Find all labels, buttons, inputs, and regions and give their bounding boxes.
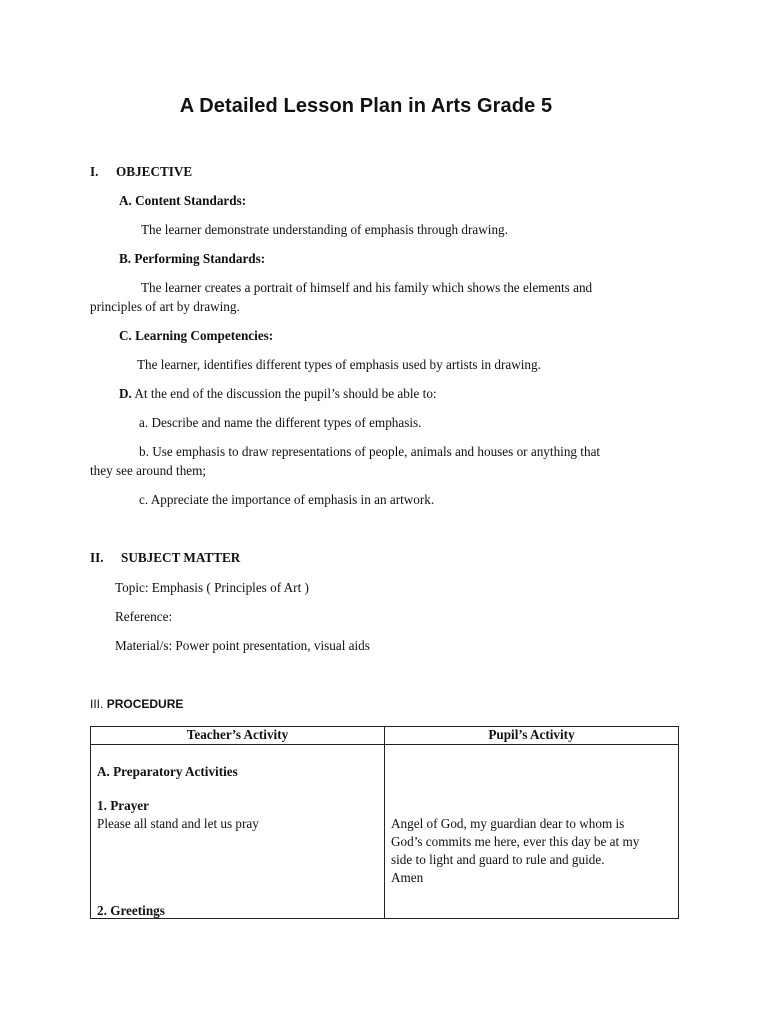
procedure-heading-line	[90, 697, 183, 711]
objective-d-b-line1: b. Use emphasis to draw representations of people, animals and houses or anything that	[139, 444, 601, 459]
performing-standards-line2: principles of art by drawing.	[90, 299, 240, 314]
procedure-heading: PROCEDURE	[106, 697, 184, 711]
preparatory-activities-label: A. Preparatory Activities	[97, 764, 238, 779]
pupil-activity-cell	[385, 745, 679, 919]
objective-d-a: a. Describe and name the different types of emphasis.	[139, 415, 422, 430]
objective-d-c: c. Appreciate the importance of emphasis in an artwork.	[139, 492, 435, 507]
teacher-activity-cell	[91, 745, 385, 919]
subject-materials: Material/s: Power point presentation, visual aids	[115, 638, 370, 653]
subject-topic: Topic: Emphasis ( Principles of Art )	[115, 580, 309, 595]
content-standards-label: A. Content Standards:	[119, 193, 247, 208]
objective-heading: OBJECTIVE	[116, 164, 193, 179]
pupil-prayer-line3: side to light and guard to rule and guide.	[391, 852, 605, 867]
pupil-prayer-line2: God’s commits me here, ever this day be at my	[391, 834, 640, 849]
content-standards-text: The learner demonstrate understanding of emphasis through drawing.	[141, 222, 508, 237]
objective-d-label: D.	[119, 386, 132, 401]
procedure-table	[90, 726, 679, 919]
learning-competencies-label: C. Learning Competencies:	[119, 328, 274, 343]
performing-standards-label: B. Performing Standards:	[119, 251, 266, 266]
subject-matter-heading: SUBJECT MATTER	[121, 550, 241, 565]
prayer-label: 1. Prayer	[97, 798, 149, 813]
objective-d-text: At the end of the discussion the pupil’s should be able to:	[134, 386, 437, 401]
objective-d-b-line2: they see around them;	[90, 463, 207, 478]
pupil-prayer-line4: Amen	[391, 870, 424, 885]
greetings-label: 2. Greetings	[97, 903, 165, 918]
learning-competencies-text: The learner, identifies different types of emphasis used by artists in drawing.	[137, 357, 541, 372]
procedure-table-header	[91, 727, 679, 745]
objective-numeral: I.	[90, 164, 99, 179]
table-row	[91, 745, 679, 919]
subject-matter-numeral: II.	[90, 550, 104, 565]
pupil-prayer-line1: Angel of God, my guardian dear to whom is	[391, 816, 625, 831]
subject-reference: Reference:	[115, 609, 173, 624]
col-teacher-header: Teacher’s Activity	[91, 727, 385, 745]
page-title: A Detailed Lesson Plan in Arts Grade 5	[179, 95, 553, 117]
prayer-instruction: Please all stand and let us pray	[97, 816, 259, 831]
performing-standards-line1: The learner creates a portrait of himself and his family which shows the elements and	[141, 280, 593, 295]
procedure-numeral: III.	[90, 697, 104, 711]
objective-d-line	[119, 386, 437, 402]
col-pupil-header: Pupil’s Activity	[385, 727, 679, 745]
